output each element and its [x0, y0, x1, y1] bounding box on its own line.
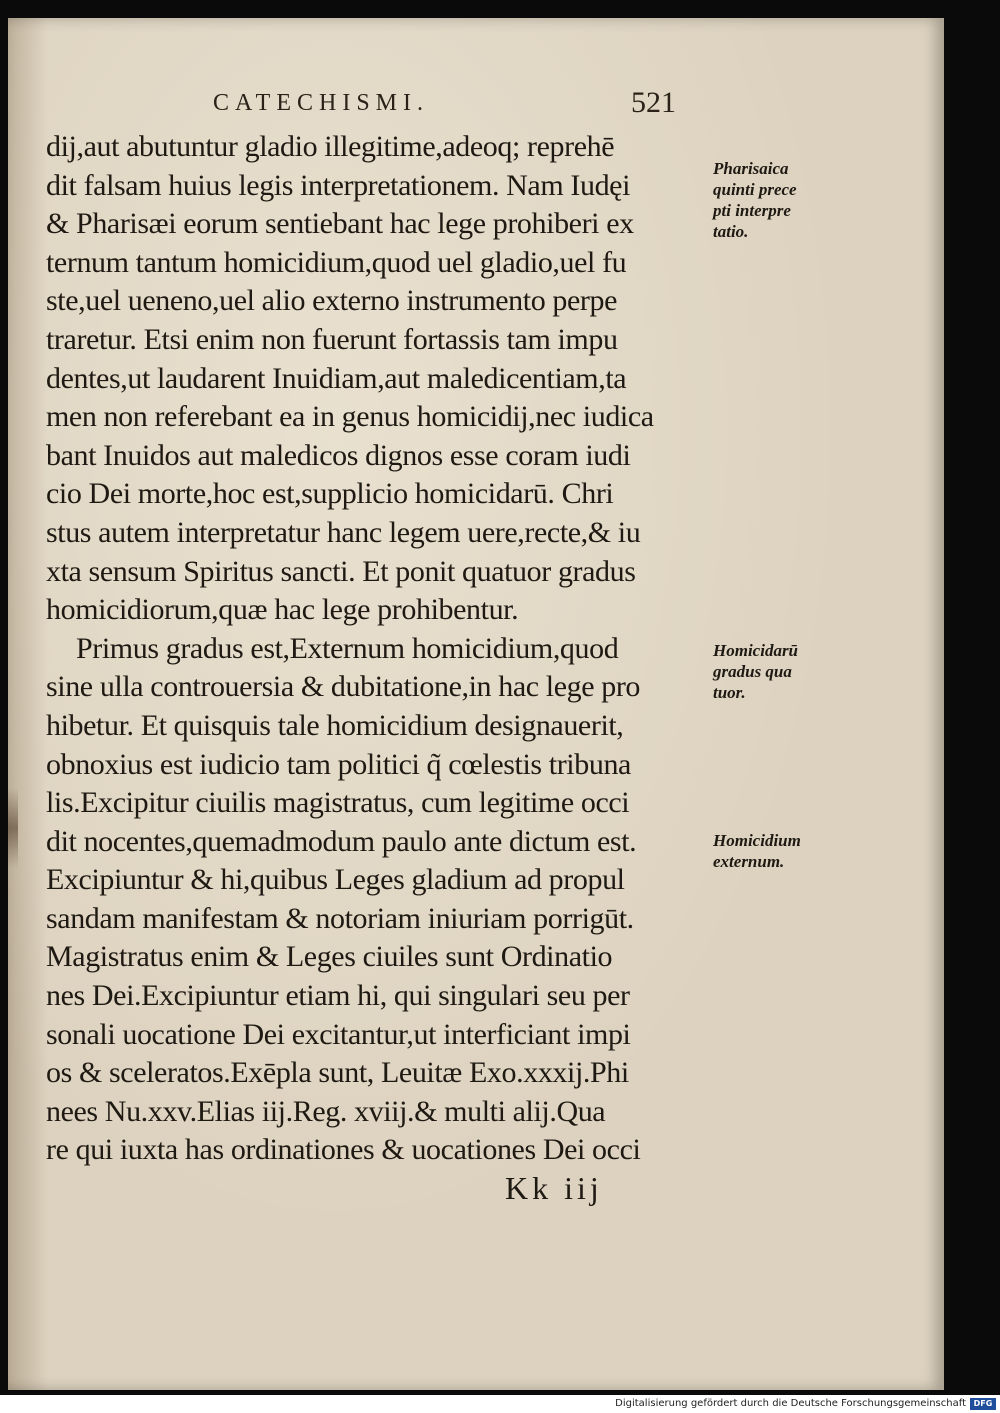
- text-line: sine ulla controuersia & dubitatione,in hac lege pro: [46, 670, 641, 704]
- dfg-logo-icon: DFG: [970, 1398, 996, 1410]
- text-line: re qui iuxta has ordinationes & uocationes Dei occi: [46, 1133, 641, 1167]
- book-page: [8, 18, 944, 1390]
- margin-note-homicidium: [713, 830, 848, 872]
- footer-bar: [0, 1395, 1000, 1413]
- text-line: bant Inuidos aut maledicos dignos esse coram iudi: [46, 438, 631, 472]
- text-line: traretur. Etsi enim non fuerunt fortassis tam impu: [46, 322, 618, 356]
- text-line: sonali uocatione Dei excitantur,ut interficiant impi: [46, 1017, 631, 1051]
- text-line: men non referebant ea in genus homicidij,nec iudica: [46, 400, 654, 434]
- text-line: & Pharisæi eorum sentiebant hac lege prohiberi ex: [46, 207, 634, 241]
- text-line: hibetur. Et quisquis tale homicidium designauerit,: [46, 708, 624, 742]
- running-head: CATECHISMI.: [213, 90, 430, 116]
- signature-mark: Kk iij: [505, 1170, 603, 1206]
- text-line: os & sceleratos.Exēpla sunt, Leuitæ Exo.xxxij.Phi: [46, 1056, 629, 1090]
- margin-note-homicidarum: [713, 640, 848, 703]
- text-line: Excipiuntur & hi,quibus Leges gladium ad propul: [46, 863, 625, 897]
- margin-note-line: tuor.: [713, 683, 746, 702]
- margin-note-line: externum.: [713, 852, 785, 871]
- text-line: dentes,ut laudarent Inuidiam,aut maledicentiam,ta: [46, 361, 627, 395]
- text-line: lis.Excipitur ciuilis magistratus, cum legitime occi: [46, 786, 630, 820]
- text-line: dit falsam huius legis interpretationem. Nam Iudęi: [46, 168, 631, 202]
- text-line: xta sensum Spiritus sancti. Et ponit quatuor gradus: [46, 554, 636, 588]
- page-number: 521: [631, 86, 676, 119]
- text-line: nes Dei.Excipiuntur etiam hi, qui singulari seu per: [46, 979, 630, 1013]
- text-line: dit nocentes,quemadmodum paulo ante dictum est.: [46, 824, 637, 858]
- margin-note-line: tatio.: [713, 222, 749, 241]
- margin-note-pharisaica: [713, 158, 848, 242]
- text-line: stus autem interpretatur hanc legem uere,recte,& iu: [46, 515, 641, 549]
- body-text: [46, 128, 716, 1170]
- margin-note-line: Homicidarū: [713, 641, 799, 660]
- text-line: homicidiorum,quæ hac lege prohibentur.: [46, 593, 519, 627]
- margin-note-line: Homicidium: [713, 831, 801, 850]
- text-line: obnoxius est iudicio tam politici q̃ cœlestis tribuna: [46, 747, 631, 781]
- paragraph-first-line: Primus gradus est,Externum homicidium,quod: [76, 631, 619, 665]
- text-line: dij,aut abutuntur gladio illegitime,adeoq; reprehē: [46, 130, 615, 163]
- margin-note-line: Pharisaica: [713, 159, 789, 178]
- text-line: Magistratus enim & Leges ciuiles sunt Ordinatio: [46, 940, 613, 974]
- text-line: ste,uel ueneno,uel alio externo instrumento perpe: [46, 284, 618, 318]
- footer-credit: Digitalisierung gefördert durch die Deutsche Forschungsgemeinschaft: [615, 1398, 966, 1409]
- margin-note-line: pti interpre: [713, 201, 791, 220]
- text-line: nees Nu.xxv.Elias iij.Reg. xviij.& multi alij.Qua: [46, 1094, 606, 1128]
- gutter-shadow: [8, 788, 18, 868]
- text-line: ternum tantum homicidium,quod uel gladio,uel fu: [46, 245, 627, 279]
- margin-note-line: quinti prece: [713, 180, 797, 199]
- margin-note-line: gradus qua: [713, 662, 792, 681]
- text-line: cio Dei morte,hoc est,supplicio homicidarū. Chri: [46, 477, 614, 511]
- page-header: [213, 86, 713, 126]
- text-line: sandam manifestam & notoriam iniuriam porrigūt.: [46, 901, 634, 935]
